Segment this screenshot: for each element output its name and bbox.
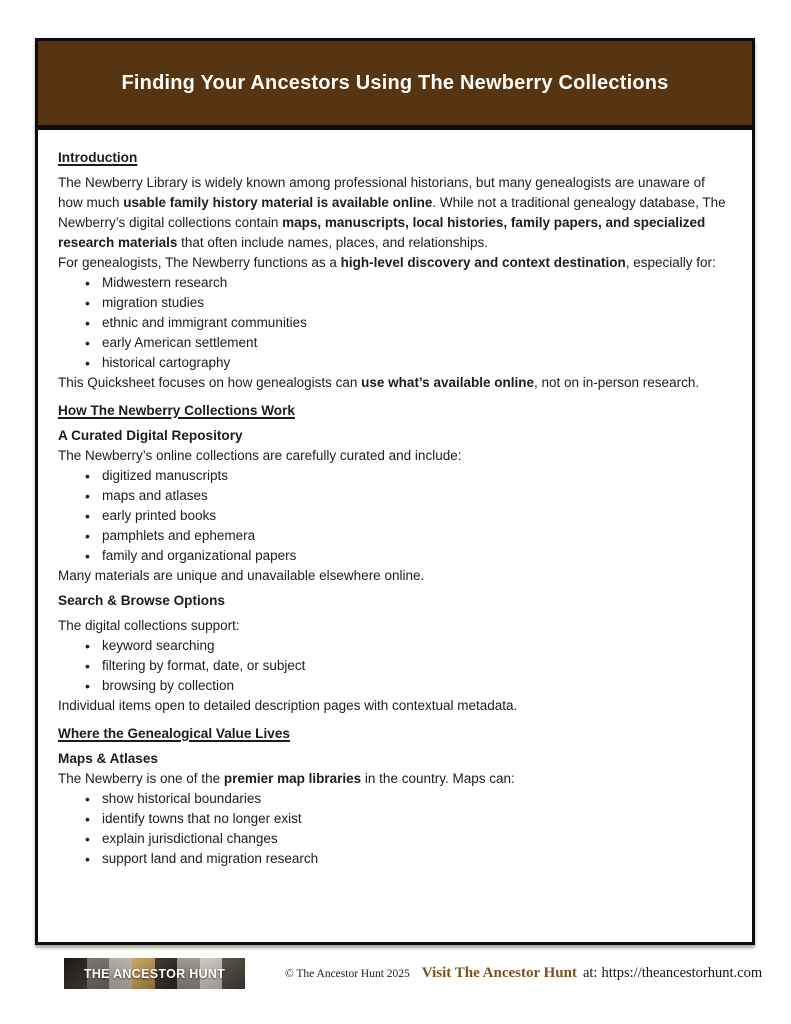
section-heading-introduction: Introduction	[58, 150, 138, 165]
subheading-curated-digital-repository: A Curated Digital Repository	[58, 428, 243, 443]
intro-paragraph-2	[58, 253, 732, 273]
bullet-item: • family and organizational papers	[58, 546, 732, 566]
bullet-item: • keyword searching	[58, 636, 732, 656]
search-bullet-list	[58, 636, 732, 696]
bullet-item: • filtering by format, date, or subject	[58, 656, 732, 676]
copyright-text: © The Ancestor Hunt 2025	[285, 968, 410, 980]
footer-text-line	[285, 965, 762, 982]
bullet-item: • browsing by collection	[58, 676, 732, 696]
bullet-item: • pamphlets and ephemera	[58, 526, 732, 546]
bullet-item: • Midwestern research	[58, 273, 732, 293]
intro-paragraph-3	[58, 373, 732, 393]
content-box	[35, 127, 755, 945]
website-url-link[interactable]: https://theancestorhunt.com	[601, 965, 763, 981]
at-label: at:	[582, 965, 598, 981]
ancestor-hunt-logo	[64, 958, 245, 989]
text-segment: The Newberry is one of the	[58, 771, 224, 786]
bullet-item: • explain jurisdictional changes	[58, 829, 732, 849]
section-heading-genealogical-value: Where the Genealogical Value Lives	[58, 726, 290, 741]
bullet-item: • digitized manuscripts	[58, 466, 732, 486]
document-header	[35, 38, 755, 128]
intro-paragraph-1	[58, 173, 732, 253]
search-lead-paragraph: The digital collections support:	[58, 618, 240, 633]
curated-lead-paragraph: The Newberry’s online collections are carefully curated and include:	[58, 448, 462, 463]
text-segment: in the country. Maps can:	[361, 771, 515, 786]
bullet-item: • ethnic and immigrant communities	[58, 313, 732, 333]
text-segment-bold: premier map libraries	[223, 771, 362, 786]
intro-bullet-list	[58, 273, 732, 373]
page-title: Finding Your Ancestors Using The Newberry Collections	[121, 71, 669, 94]
subheading-search-browse-options: Search & Browse Options	[58, 593, 225, 608]
curated-bullet-list	[58, 466, 732, 566]
visit-label: Visit The Ancestor Hunt	[421, 965, 577, 981]
bullet-item: • support land and migration research	[58, 849, 732, 869]
bullet-item: • identify towns that no longer exist	[58, 809, 732, 829]
text-segment: . While not a traditional genealogy database, The Newberry’s digital collections contain	[58, 195, 726, 230]
bullet-item: • historical cartography	[58, 353, 732, 373]
curated-tail-paragraph: Many materials are unique and unavailable elsewhere online.	[58, 568, 425, 583]
maps-lead-paragraph	[58, 769, 732, 789]
text-segment-bold: use what’s available online	[361, 375, 534, 390]
text-segment: This Quicksheet focuses on how genealogists can	[58, 375, 362, 390]
text-segment: The Newberry Library is widely known among professional historians, but many genealogists are unaware of how much	[58, 175, 705, 210]
text-segment: , not on in-person research.	[533, 375, 700, 390]
bullet-item: • migration studies	[58, 293, 732, 313]
text-segment-bold: usable family history material is available online	[123, 195, 433, 210]
bullet-item: • maps and atlases	[58, 486, 732, 506]
text-segment-bold: maps, manuscripts, local histories, family papers, and specialized research materials	[58, 215, 706, 250]
bullet-item: • show historical boundaries	[58, 789, 732, 809]
bullet-item: • early American settlement	[58, 333, 732, 353]
search-tail-paragraph: Individual items open to detailed description pages with contextual metadata.	[58, 698, 518, 713]
section-heading-how-collections-work: How The Newberry Collections Work	[58, 403, 295, 418]
page-footer	[0, 958, 791, 989]
text-segment: that often include names, places, and relationships.	[177, 235, 489, 250]
text-segment: , especially for:	[625, 255, 716, 270]
subheading-maps-atlases: Maps & Atlases	[58, 751, 158, 766]
maps-bullet-list	[58, 789, 732, 869]
text-segment: For genealogists, The Newberry functions as a	[58, 255, 341, 270]
bullet-item: • early printed books	[58, 506, 732, 526]
text-segment-bold: high-level discovery and context destination	[340, 255, 626, 270]
logo-wordmark: THE ANCESTOR HUNT	[83, 966, 226, 981]
